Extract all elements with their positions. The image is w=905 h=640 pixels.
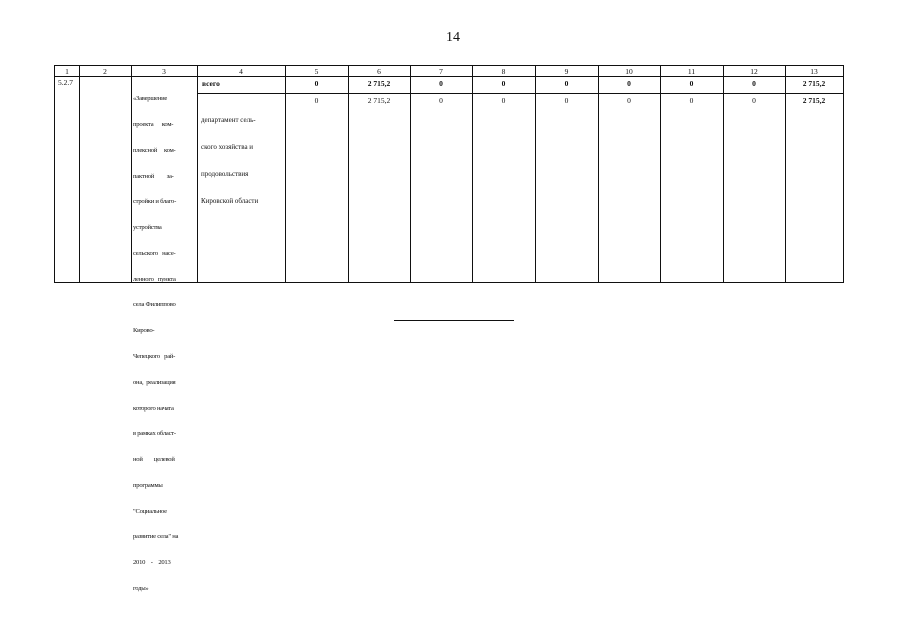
total-col-6: 2 715,2 (367, 79, 391, 88)
header-col-11: 11 (687, 67, 696, 76)
col-divider (131, 66, 132, 282)
dept-col-10: 0 (627, 96, 631, 105)
budget-table (54, 65, 844, 593)
header-col-2: 2 (103, 67, 107, 76)
total-col-11: 0 (689, 79, 694, 88)
project-description: «Завершение проекта ком- плексной ком- пактной за- стройки и благо- устройства сельского насе- ленного пункта села Филиппово Кирово- Чепецкого рай- она, реализация которого начата в рамках област- ной целевой программы "Социальное развитие села" на 2010 - 2013 годы» (133, 95, 179, 593)
header-col-12: 12 (750, 67, 758, 76)
total-col-7: 0 (439, 79, 443, 88)
total-col-9: 0 (564, 79, 569, 88)
total-label: всего (202, 79, 220, 88)
total-col-5: 0 (314, 79, 319, 88)
col-divider (79, 66, 80, 282)
row-divider (197, 93, 843, 94)
header-col-5: 5 (314, 67, 319, 76)
dept-col-7: 0 (439, 96, 443, 105)
header-col-8: 8 (501, 67, 506, 76)
total-col-8: 0 (501, 79, 506, 88)
dept-col-13: 2 715,2 (802, 96, 826, 105)
row-id: 5.2.7 (58, 78, 73, 87)
header-col-1: 1 (65, 67, 69, 76)
header-col-3: 3 (162, 67, 166, 76)
closing-rule (394, 320, 514, 321)
header-col-10: 10 (625, 67, 633, 76)
dept-col-5: 0 (314, 96, 319, 105)
header-col-4: 4 (239, 67, 243, 76)
page-number: 14 (446, 30, 460, 45)
total-col-13: 2 715,2 (802, 79, 826, 88)
header-col-9: 9 (564, 67, 569, 76)
header-col-6: 6 (377, 67, 381, 76)
header-col-13: 13 (810, 67, 818, 76)
dept-col-6: 2 715,2 (367, 96, 391, 105)
col-divider (197, 66, 198, 282)
dept-col-11: 0 (689, 96, 694, 105)
total-col-12: 0 (752, 79, 756, 88)
header-col-7: 7 (439, 67, 443, 76)
dept-col-12: 0 (752, 96, 756, 105)
total-col-10: 0 (627, 79, 631, 88)
dept-col-9: 0 (564, 96, 569, 105)
department-label: департамент сель- ского хозяйства и продовольствия Кировской области (201, 116, 259, 205)
dept-col-8: 0 (501, 96, 506, 105)
header-divider (55, 76, 843, 77)
